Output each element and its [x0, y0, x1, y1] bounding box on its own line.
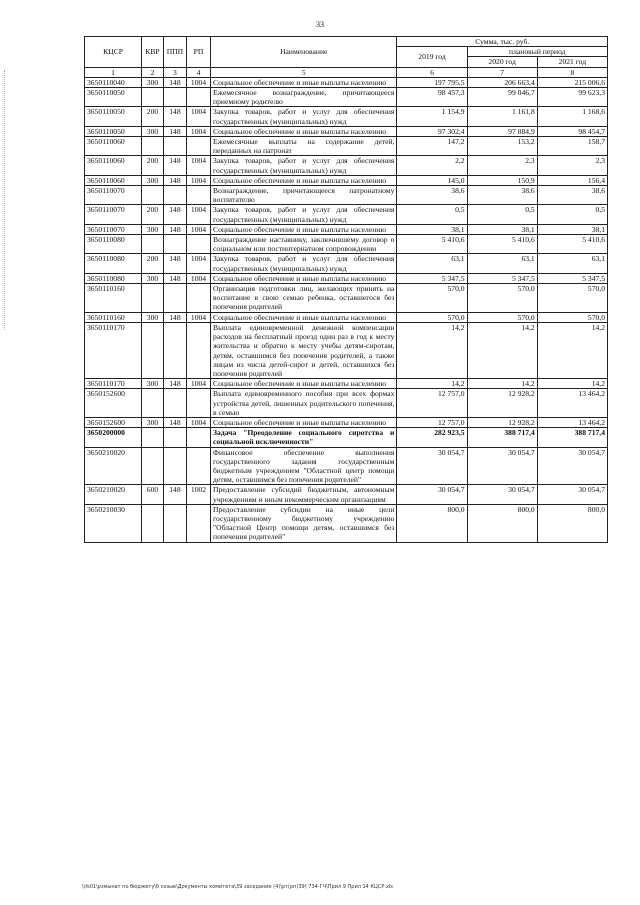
amount-2019-cell: 14,2 — [397, 322, 467, 378]
table-row — [85, 389, 608, 418]
ppp-cell: 148 — [163, 254, 186, 273]
name-cell: Социальное обеспечение и иные выплаты населению — [211, 175, 397, 185]
kvr-cell: 300 — [142, 417, 164, 427]
amount-2020-cell: 1 161,8 — [467, 107, 537, 126]
kcsr-cell: 3650110160 — [85, 284, 142, 313]
header-ppp: ППП — [163, 37, 186, 68]
amount-2020-cell: 38,1 — [467, 224, 537, 234]
name-cell: Социальное обеспечение и иные выплаты населению — [211, 126, 397, 136]
amount-2021-cell: 1 168,6 — [537, 107, 607, 126]
table-row — [85, 137, 608, 156]
ppp-cell: 148 — [163, 417, 186, 427]
amount-2021-cell: 156,4 — [537, 175, 607, 185]
amount-2020-cell: 0,5 — [467, 205, 537, 224]
kvr-cell — [142, 186, 164, 205]
amount-2019-cell: 63,1 — [397, 254, 467, 273]
col-index: 1 — [85, 67, 142, 77]
kcsr-cell: 3650110070 — [85, 186, 142, 205]
amount-2021-cell: 14,2 — [537, 379, 607, 389]
kvr-cell — [142, 447, 164, 485]
amount-2021-cell: 5 410,6 — [537, 235, 607, 254]
rp-cell: 1002 — [186, 485, 210, 504]
name-cell: Ежемесячные выплаты на содержание детей, переданных на патронат — [211, 137, 397, 156]
kcsr-cell: 3650110060 — [85, 137, 142, 156]
amount-2021-cell: 30 054,7 — [537, 447, 607, 485]
col-index: 2 — [142, 67, 164, 77]
header-sum-title: Сумма, тыс. руб. — [397, 37, 608, 47]
kcsr-cell: 3650110050 — [85, 107, 142, 126]
name-cell: Финансовое обеспечение выполнения государственного задания государственным бюджетным учреждением "Областной центр помощи детям, оставшимся без попечения родителей" — [211, 447, 397, 485]
kcsr-cell: 3650110170 — [85, 379, 142, 389]
rp-cell — [186, 137, 210, 156]
rp-cell: 1004 — [186, 379, 210, 389]
kvr-cell: 200 — [142, 205, 164, 224]
table-row — [85, 156, 608, 175]
kvr-cell — [142, 389, 164, 418]
rp-cell: 1004 — [186, 224, 210, 234]
amount-2020-cell: 12 928,2 — [467, 417, 537, 427]
amount-2019-cell: 5 410,6 — [397, 235, 467, 254]
amount-2020-cell: 63,1 — [467, 254, 537, 273]
name-cell: Социальное обеспечение и иные выплаты населению — [211, 417, 397, 427]
kvr-cell: 300 — [142, 175, 164, 185]
kcsr-cell: 3650210020 — [85, 447, 142, 485]
name-cell: Закупка товаров, работ и услуг для обеспечения государственных (муниципальных) нужд — [211, 107, 397, 126]
name-cell: Социальное обеспечение и иные выплаты населению — [211, 312, 397, 322]
kcsr-cell: 3650110170 — [85, 322, 142, 378]
kcsr-cell: 3650110040 — [85, 77, 142, 87]
table-row — [85, 235, 608, 254]
kvr-cell: 300 — [142, 312, 164, 322]
amount-2020-cell: 97 884,9 — [467, 126, 537, 136]
ppp-cell — [163, 186, 186, 205]
name-cell: Закупка товаров, работ и услуг для обеспечения государственных (муниципальных) нужд — [211, 254, 397, 273]
ppp-cell — [163, 235, 186, 254]
table-row — [85, 254, 608, 273]
ppp-cell — [163, 284, 186, 313]
budget-table — [84, 36, 608, 543]
amount-2019-cell: 1 154,9 — [397, 107, 467, 126]
ppp-cell: 148 — [163, 126, 186, 136]
amount-2020-cell: 30 054,7 — [467, 485, 537, 504]
amount-2019-cell: 97 302,4 — [397, 126, 467, 136]
amount-2020-cell: 150,9 — [467, 175, 537, 185]
amount-2021-cell: 5 347,5 — [537, 273, 607, 283]
rp-cell — [186, 389, 210, 418]
amount-2021-cell: 14,2 — [537, 322, 607, 378]
amount-2019-cell: 2,2 — [397, 156, 467, 175]
col-index: 5 — [211, 67, 397, 77]
amount-2021-cell: 0,5 — [537, 205, 607, 224]
table-row — [85, 322, 608, 378]
rp-cell — [186, 428, 210, 447]
amount-2021-cell: 38,6 — [537, 186, 607, 205]
amount-2020-cell: 206 663,4 — [467, 77, 537, 87]
amount-2020-cell: 12 928,2 — [467, 389, 537, 418]
col-index: 4 — [186, 67, 210, 77]
header-plan-period: плановый период — [467, 47, 607, 57]
table-row — [85, 312, 608, 322]
amount-2019-cell: 12 757,0 — [397, 389, 467, 418]
table-row — [85, 77, 608, 87]
name-cell: Ежемесячное вознаграждение, причитающееся приемному родителю — [211, 88, 397, 107]
header-2020: 2020 год — [467, 57, 537, 67]
table-row — [85, 417, 608, 427]
header-kvr: КВР — [142, 37, 164, 68]
rp-cell — [186, 504, 210, 542]
amount-2019-cell: 30 054,7 — [397, 485, 467, 504]
amount-2020-cell: 570,0 — [467, 312, 537, 322]
ppp-cell: 148 — [163, 107, 186, 126]
col-index: 7 — [467, 67, 537, 77]
kvr-cell: 300 — [142, 77, 164, 87]
name-cell: Социальное обеспечение и иные выплаты населению — [211, 77, 397, 87]
table-row — [85, 205, 608, 224]
amount-2020-cell: 5 347,5 — [467, 273, 537, 283]
table-row — [85, 447, 608, 485]
amount-2019-cell: 570,0 — [397, 284, 467, 313]
kcsr-cell: 3650210020 — [85, 485, 142, 504]
kcsr-cell: 3650110080 — [85, 235, 142, 254]
rp-cell: 1004 — [186, 175, 210, 185]
amount-2019-cell: 30 054,7 — [397, 447, 467, 485]
amount-2021-cell: 13 464,2 — [537, 417, 607, 427]
amount-2021-cell: 99 623,3 — [537, 88, 607, 107]
amount-2021-cell: 30 054,7 — [537, 485, 607, 504]
kcsr-cell: 3650110050 — [85, 126, 142, 136]
ppp-cell: 148 — [163, 273, 186, 283]
name-cell: Предоставление субсидий бюджетным, автономным учреждениям и иным некоммерческим организациям — [211, 485, 397, 504]
header-2019: 2019 год — [397, 47, 467, 67]
name-cell: Закупка товаров, работ и услуг для обеспечения государственных (муниципальных) нужд — [211, 156, 397, 175]
ppp-cell — [163, 88, 186, 107]
kcsr-cell: 3650152600 — [85, 389, 142, 418]
amount-2021-cell: 38,1 — [537, 224, 607, 234]
table-row — [85, 186, 608, 205]
name-cell: Выплата единовременной денежной компенсации расходов на бесплатный проезд один раз в год к месту жительства и обратно к месту учебы детям-сиротам, детям, оставшимся без попечения родителей, а также лицам из числа детей-сирот и детей, оставшихся без попечения родителей — [211, 322, 397, 378]
amount-2019-cell: 38,6 — [397, 186, 467, 205]
amount-2019-cell: 0,5 — [397, 205, 467, 224]
amount-2021-cell: 98 454,7 — [537, 126, 607, 136]
kvr-cell: 200 — [142, 107, 164, 126]
amount-2020-cell: 99 046,7 — [467, 88, 537, 107]
column-index-row — [85, 67, 608, 77]
ppp-cell — [163, 428, 186, 447]
kvr-cell — [142, 504, 164, 542]
amount-2020-cell: 388 717,4 — [467, 428, 537, 447]
amount-2020-cell: 14,2 — [467, 379, 537, 389]
rp-cell: 1004 — [186, 312, 210, 322]
rp-cell — [186, 235, 210, 254]
name-cell: Социальное обеспечение и иные выплаты населению — [211, 273, 397, 283]
kvr-cell: 200 — [142, 156, 164, 175]
table-row — [85, 126, 608, 136]
ppp-cell: 148 — [163, 312, 186, 322]
kcsr-cell: 3650200000 — [85, 428, 142, 447]
rp-cell: 1004 — [186, 254, 210, 273]
name-cell: Организация подготовки лиц, желающих принять на воспитание в свою семью ребенка, оставшегося без попечения родителей — [211, 284, 397, 313]
amount-2021-cell: 800,0 — [537, 504, 607, 542]
ppp-cell — [163, 504, 186, 542]
table-row — [85, 485, 608, 504]
header-name: Наименование — [211, 37, 397, 68]
kcsr-cell: 3650110060 — [85, 156, 142, 175]
amount-2021-cell: 215 006,6 — [537, 77, 607, 87]
rp-cell: 1004 — [186, 126, 210, 136]
kvr-cell: 300 — [142, 224, 164, 234]
ppp-cell: 148 — [163, 224, 186, 234]
amount-2019-cell: 197 795,5 — [397, 77, 467, 87]
amount-2019-cell: 145,0 — [397, 175, 467, 185]
margin-marks — [4, 70, 7, 330]
rp-cell: 1004 — [186, 77, 210, 87]
amount-2021-cell: 388 717,4 — [537, 428, 607, 447]
amount-2020-cell: 30 054,7 — [467, 447, 537, 485]
amount-2021-cell: 13 464,2 — [537, 389, 607, 418]
amount-2019-cell: 570,0 — [397, 312, 467, 322]
table-row — [85, 224, 608, 234]
ppp-cell — [163, 447, 186, 485]
rp-cell: 1004 — [186, 273, 210, 283]
table-row — [85, 107, 608, 126]
kcsr-cell: 3650152600 — [85, 417, 142, 427]
ppp-cell: 148 — [163, 77, 186, 87]
rp-cell — [186, 447, 210, 485]
kvr-cell — [142, 428, 164, 447]
kvr-cell: 600 — [142, 485, 164, 504]
col-index: 8 — [537, 67, 607, 77]
amount-2021-cell: 63,1 — [537, 254, 607, 273]
amount-2020-cell: 153,2 — [467, 137, 537, 156]
header-2021: 2021 год — [537, 57, 607, 67]
ppp-cell — [163, 137, 186, 156]
header-kcsr: КЦСР — [85, 37, 142, 68]
ppp-cell — [163, 322, 186, 378]
ppp-cell: 148 — [163, 485, 186, 504]
kcsr-cell: 3650110070 — [85, 224, 142, 234]
name-cell: Социальное обеспечение и иные выплаты населению — [211, 224, 397, 234]
ppp-cell: 148 — [163, 379, 186, 389]
kcsr-cell: 3650110060 — [85, 175, 142, 185]
rp-cell — [186, 88, 210, 107]
amount-2019-cell: 282 923,5 — [397, 428, 467, 447]
rp-cell: 1004 — [186, 205, 210, 224]
table-row — [85, 88, 608, 107]
table-row — [85, 504, 608, 542]
rp-cell — [186, 186, 210, 205]
amount-2020-cell: 14,2 — [467, 322, 537, 378]
amount-2020-cell: 5 410,6 — [467, 235, 537, 254]
kvr-cell: 200 — [142, 254, 164, 273]
amount-2019-cell: 800,0 — [397, 504, 467, 542]
kvr-cell: 300 — [142, 273, 164, 283]
table-row — [85, 428, 608, 447]
name-cell: Выплата единовременного пособия при всех формах устройства детей, лишенных родительского попечения, в семью — [211, 389, 397, 418]
amount-2019-cell: 147,2 — [397, 137, 467, 156]
rp-cell — [186, 322, 210, 378]
amount-2021-cell: 570,0 — [537, 284, 607, 313]
page-number: 33 — [316, 20, 324, 29]
kvr-cell — [142, 322, 164, 378]
col-index: 3 — [163, 67, 186, 77]
amount-2021-cell: 570,0 — [537, 312, 607, 322]
table-body — [85, 77, 608, 542]
kcsr-cell: 3650110070 — [85, 205, 142, 224]
kvr-cell: 300 — [142, 379, 164, 389]
amount-2019-cell: 12 757,0 — [397, 417, 467, 427]
col-index: 6 — [397, 67, 467, 77]
amount-2019-cell: 5 347,5 — [397, 273, 467, 283]
amount-2021-cell: 2,3 — [537, 156, 607, 175]
ppp-cell: 148 — [163, 205, 186, 224]
kcsr-cell: 3650110080 — [85, 254, 142, 273]
table-row — [85, 175, 608, 185]
rp-cell — [186, 284, 210, 313]
rp-cell: 1004 — [186, 107, 210, 126]
kvr-cell: 300 — [142, 126, 164, 136]
file-path-footer: \\fs01\рзмынат по бюджету\б созыв\Документы комитета\39 заседание (4)\рт(рп)39) 734-ГЧ\Прил 9 Прил 14 КЦСР.xls — [82, 884, 393, 890]
kcsr-cell: 3650110080 — [85, 273, 142, 283]
table-row — [85, 273, 608, 283]
amount-2019-cell: 14,2 — [397, 379, 467, 389]
header-rp: РП — [186, 37, 210, 68]
kvr-cell — [142, 137, 164, 156]
rp-cell: 1004 — [186, 417, 210, 427]
ppp-cell — [163, 389, 186, 418]
ppp-cell: 148 — [163, 156, 186, 175]
amount-2019-cell: 98 457,3 — [397, 88, 467, 107]
ppp-cell: 148 — [163, 175, 186, 185]
kvr-cell — [142, 284, 164, 313]
amount-2020-cell: 38,6 — [467, 186, 537, 205]
rp-cell: 1004 — [186, 156, 210, 175]
kcsr-cell: 3650110050 — [85, 88, 142, 107]
kcsr-cell: 3650110160 — [85, 312, 142, 322]
name-cell: Задача "Преодоление социального сиротства и социальной исключенности" — [211, 428, 397, 447]
kcsr-cell: 3650210030 — [85, 504, 142, 542]
name-cell: Закупка товаров, работ и услуг для обеспечения государственных (муниципальных) нужд — [211, 205, 397, 224]
name-cell: Предоставление субсидии на иные цели государственному бюджетному учреждению "Областной Центр помощи детям, оставшимся без попечения родителей" — [211, 504, 397, 542]
table-row — [85, 379, 608, 389]
amount-2020-cell: 570,0 — [467, 284, 537, 313]
amount-2020-cell: 2,3 — [467, 156, 537, 175]
name-cell: Вознаграждение, причитающееся патронатному воспитателю — [211, 186, 397, 205]
table-row — [85, 284, 608, 313]
name-cell: Социальное обеспечение и иные выплаты населению — [211, 379, 397, 389]
amount-2019-cell: 38,1 — [397, 224, 467, 234]
kvr-cell — [142, 88, 164, 107]
amount-2021-cell: 158,7 — [537, 137, 607, 156]
amount-2020-cell: 800,0 — [467, 504, 537, 542]
kvr-cell — [142, 235, 164, 254]
name-cell: Вознаграждение наставнику, заключившему договор о социальном или постинтернатном сопровождении — [211, 235, 397, 254]
